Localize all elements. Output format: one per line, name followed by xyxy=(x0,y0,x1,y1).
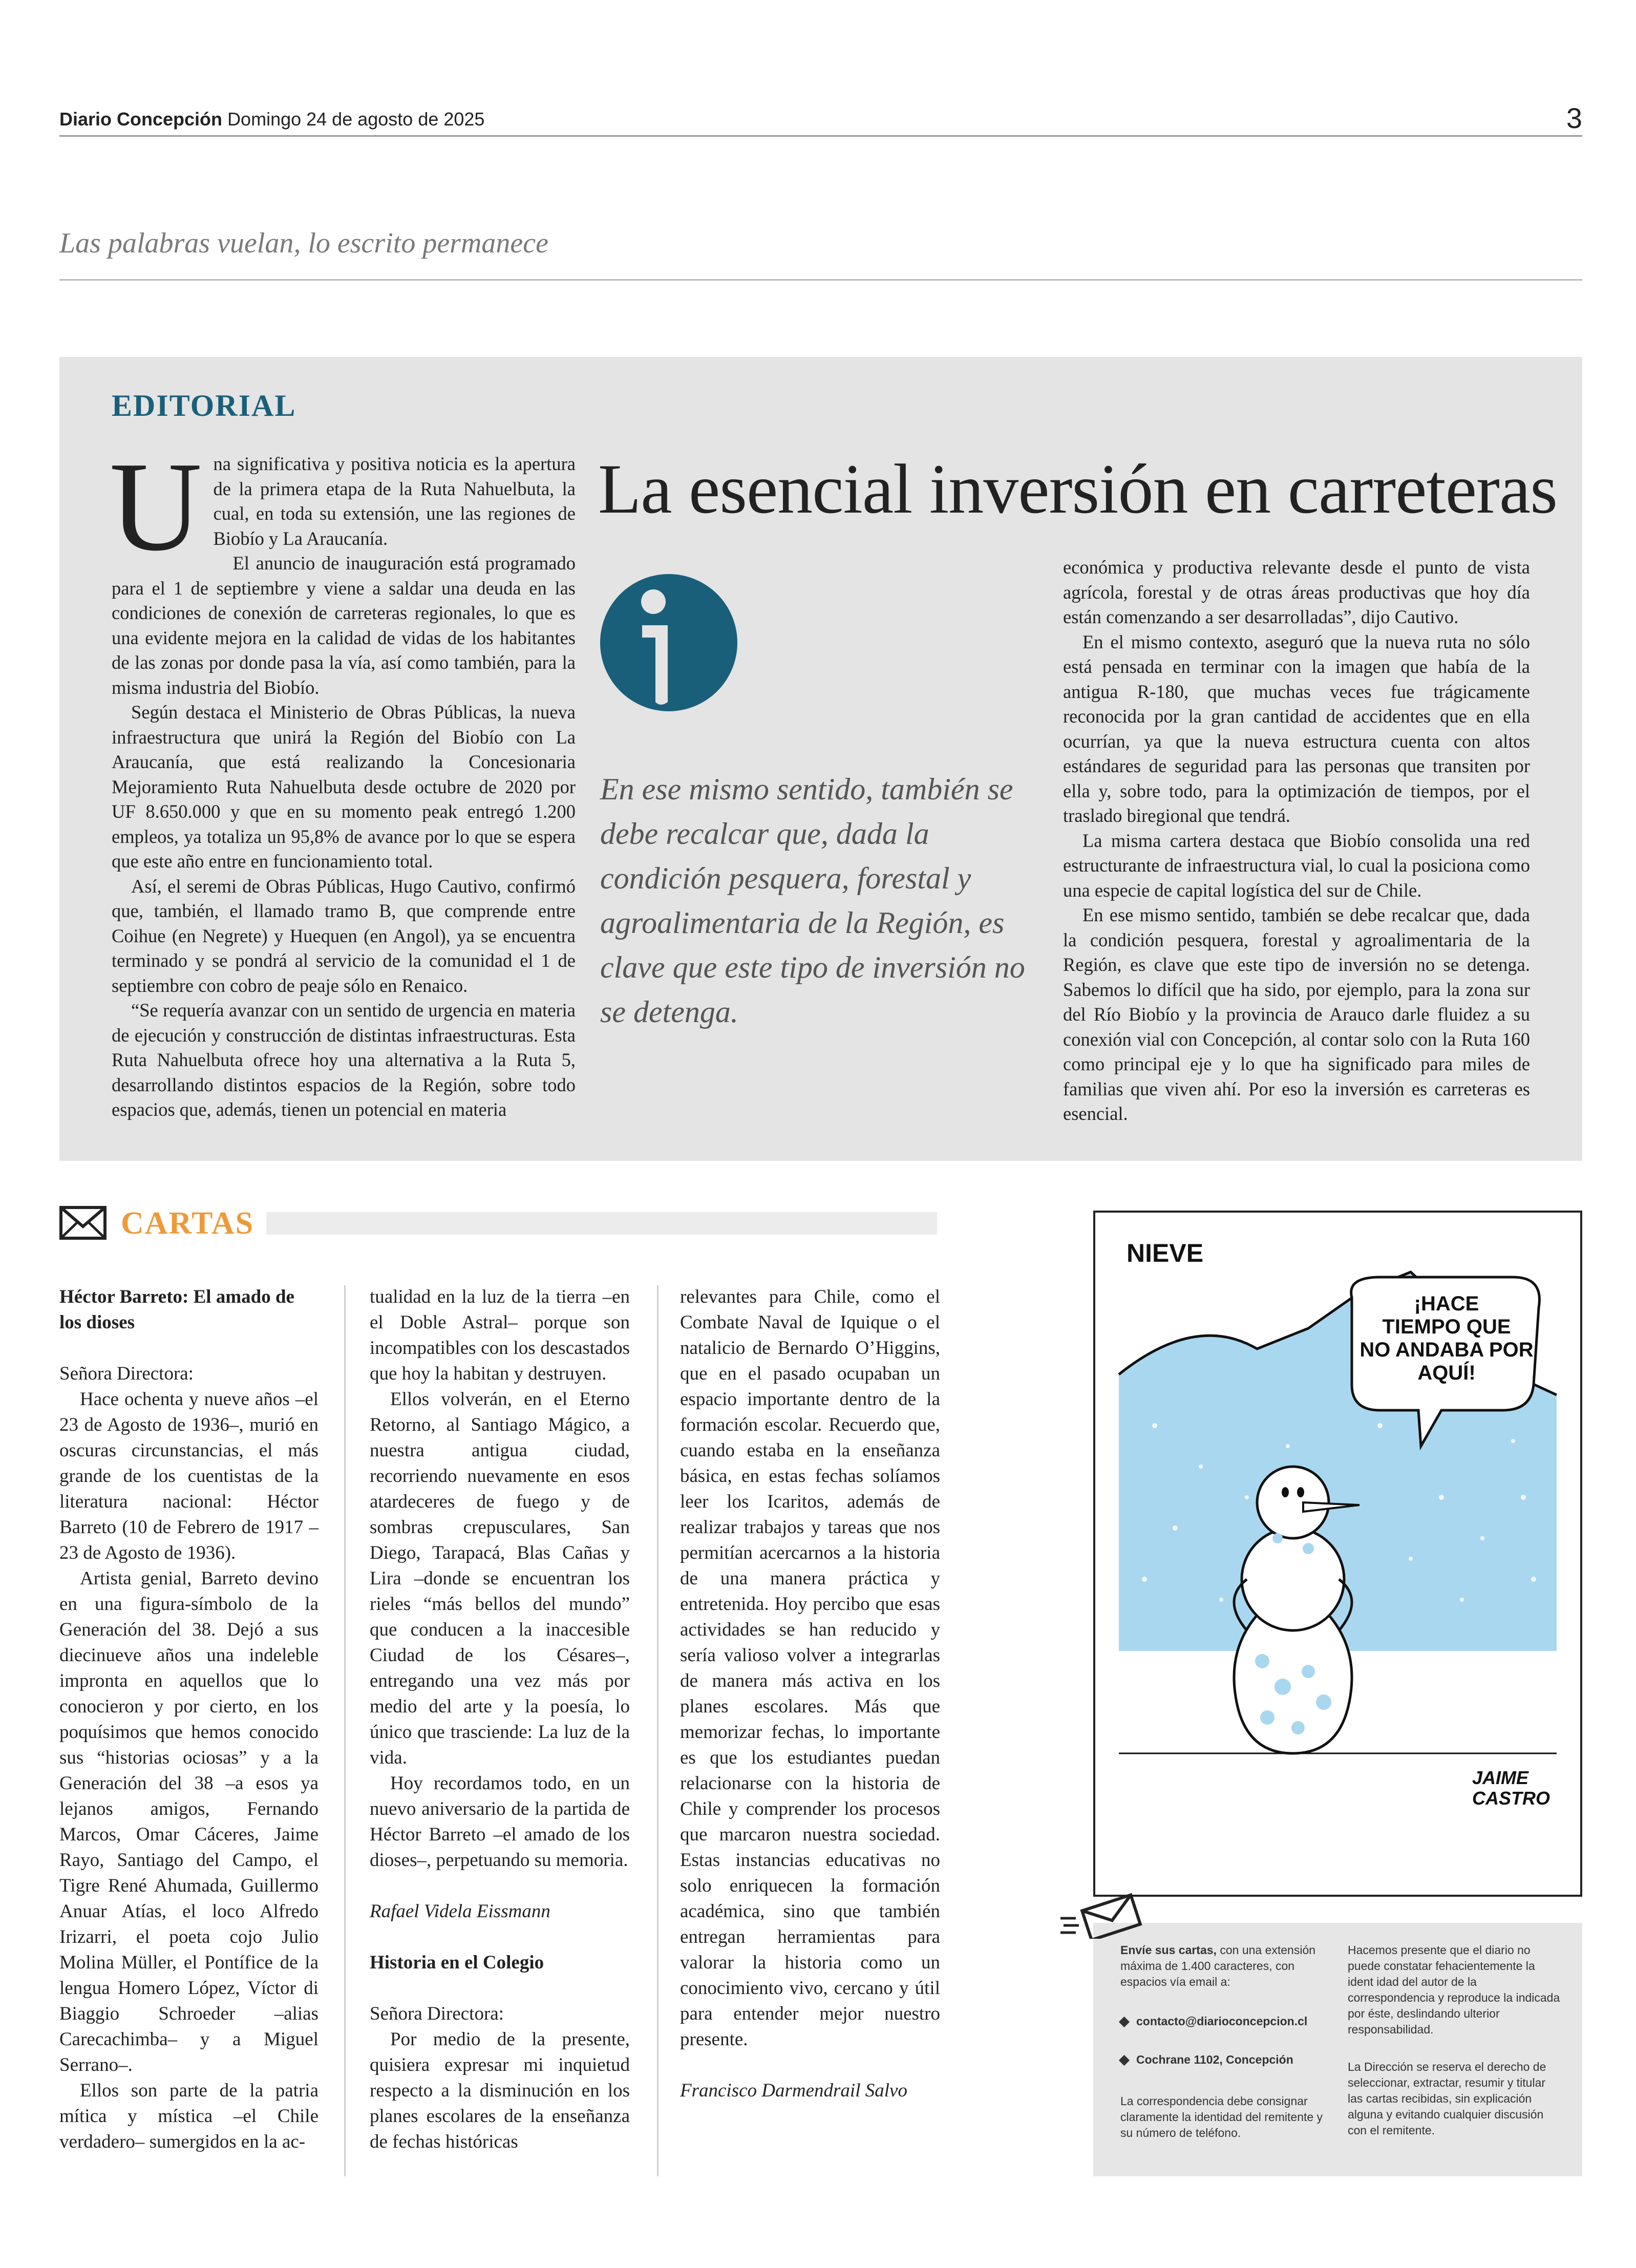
envelope-icon xyxy=(59,1206,107,1240)
editorial-paragraph: En el mismo contexto, aseguró que la nueva ruta no sólo está pensada en terminar con la imagen que había de la antigua R-180, que muchas veces fue trágicamente reconocida por la gran cantidad de accidentes que en ella ocurrían, ya que la nueva estructura cuenta con altos estándares de seguridad para las personas que transiten por ella y, sobre todo, para la optimización de tiempos, por el traslado biregional que tendrá. xyxy=(1063,631,1530,826)
cartas-column-3 xyxy=(680,1284,940,2104)
svg-text:JAIME: JAIME xyxy=(1472,1767,1529,1788)
editorial-column-3 xyxy=(1063,555,1530,1127)
editorial-paragraph: “Se requería avanzar con un sentido de urgencia en materia de ejecución y construcción de distintas infraestructuras. Esta Ruta Nahuelbuta ofrece hoy una alternativa a la Ruta 5, desarrollando distintos espacios de la Región, sobre todo espacios que, además, tienen un potencial en materia xyxy=(112,1000,576,1120)
editorial-label: EDITORIAL xyxy=(112,389,296,422)
svg-text:NO ANDABA POR: NO ANDABA POR xyxy=(1359,1339,1534,1361)
letter-paragraph: Hace ochenta y nueve años –el 23 de Agosto de 1936–, murió en oscuras circunstancias, el más grande de los cuentistas de la literatura nacional: Héctor Barreto (10 de Febrero de 1917 – 23 de Agosto de 1936). xyxy=(59,1389,318,1563)
correspondence-note: La correspondencia debe consignar claramente la identidad del remitente y su número de teléfono. xyxy=(1120,2094,1323,2139)
contact-email[interactable]: contacto@diarioconcepcion.cl xyxy=(1136,2015,1308,2028)
letter-paragraph: Ellos son parte de la patria mítica y mística –el Chile verdadero– sumergidos en la ac- xyxy=(59,2080,318,2152)
editorial-column-1 xyxy=(110,436,576,1122)
letter-paragraph: Ellos volverán, en el Eterno Retorno, al Santiago Mágico, a nuestra antigua ciudad, recorriendo nuevamente en esos atardeceres de fuego y de sombras crepusculares, San Diego, Tarapacá, Blas Cañas y Lira –donde se encuentran los rieles “más bellos del mundo” que conducen a la inaccesible Ciudad de los Césares–, entregando una vez más por medio del arte y la poesía, lo único que trasciende: La luz de la vida. xyxy=(370,1389,630,1768)
cartas-column-1 xyxy=(59,1284,318,2155)
svg-text:¡HACE: ¡HACE xyxy=(1414,1292,1479,1315)
editorial-paragraph: económica y productiva relevante desde el punto de vista agrícola, forestal y de otras áreas productivas que hoy día están comenzando a ser desarrolladas”, dijo Cautivo. xyxy=(1063,557,1530,627)
drop-cap: U xyxy=(110,436,202,578)
diamond-bullet-icon xyxy=(1119,2017,1130,2027)
letter-paragraph: relevantes para Chile, como el Combate Naval de Iquique o el natalicio de Bernardo O’Higgins, que en el pasado ocupaban un espacio importante dentro de la formación escolar. Recuerdo que, cuando estaba en la enseñanza básica, en estas fechas solíamos leer los Icaritos, además de realizar trabajos y tareas que nos permitían acercarnos a la historia de una manera práctica y entretenida. Hoy percibo que esas actividades se han reducido y sería valioso volver a integrarlas de manera más activa en los planes escolares. Más que memorizar fechas, lo importante es que los estudiantes puedan relacionarse con la historia de Chile y comprender los procesos que marcaron nuestra sociedad. Estas instancias educativas no solo enriquecen la formación académica, sino que también entregan herramientas para valorar la historia como un conocimiento vivo, cercano y útil para entender mejor nuestro presente. xyxy=(680,1286,940,2050)
cartas-bar xyxy=(266,1212,937,1235)
page-number: 3 xyxy=(1566,102,1582,134)
masthead-line xyxy=(59,109,484,130)
letter-title: Historia en el Colegio xyxy=(370,1952,544,1973)
editorial-paragraph: La misma cartera destaca que Biobío consolida una red estructurante de infraestructura vial, lo cual la posiciona como una especie de capital logística del sur de Chile. xyxy=(1063,830,1530,901)
section-motto: Las palabras vuelan, lo escrito permanece xyxy=(59,227,548,259)
send-letters-text: con una extensión máxima de 1.400 caracteres, con espacios vía email a: xyxy=(1120,1943,1316,1988)
send-letters-label: Envíe sus cartas, xyxy=(1120,1943,1217,1957)
editorial-paragraph: Así, el seremi de Obras Públicas, Hugo Cautivo, confirmó que, también, el llamado tramo B, que comprende entre Coihue (en Negrete) y Huequen (en Angol), ya se encuentra terminado y se pondrá al servicio de la comunidad el 1 de septiembre con cobro de peaje sólo en Renaico. xyxy=(112,875,576,996)
editorial-headline: La esencial inversión en carreteras xyxy=(598,450,1557,528)
diamond-bullet-icon xyxy=(1119,2055,1130,2066)
header-rule xyxy=(59,135,1582,137)
issue-date: Domingo 24 de agosto de 2025 xyxy=(227,109,485,130)
contact-address: Cochrane 1102, Concepción xyxy=(1136,2053,1293,2066)
disclaimer-identity: Hacemos presente que el diario no puede constatar fehacientemente la ident idad del autor de la correspondencia y reproduce la indicada por éste, deslindando ulterior responsabilidad. xyxy=(1348,1943,1560,2036)
pull-quote: En ese mismo sentido, también se debe recalcar que, dada la condición pesquera, forestal y agroalimentaria de la Región, es clave que este tipo de inversión no se detenga. xyxy=(600,772,1025,1029)
newspaper-name: Diario Concepción xyxy=(59,109,223,130)
column-rule xyxy=(657,1285,658,2176)
disclaimer-editing: La Dirección se reserva el derecho de seleccionar, extractar, resumir y titular las cartas recibidas, sin explicación alguna y evitando cualquier discusión con el remitente. xyxy=(1348,2060,1546,2137)
svg-text:TIEMPO QUE: TIEMPO QUE xyxy=(1382,1316,1511,1338)
cartas-label: CARTAS xyxy=(121,1206,254,1241)
letter-paragraph: Por medio de la presente, quisiera expresar mi inquietud respecto a la disminución en los planes escolares de la enseñanza de fechas históricas xyxy=(370,2029,630,2152)
info-right-column xyxy=(1348,1942,1563,2138)
column-rule xyxy=(344,1285,346,2176)
letter-title: Héctor Barreto: El amado de los dioses xyxy=(59,1286,294,1333)
letter-salutation: Señora Directora: xyxy=(59,1363,194,1384)
cartoon-illustration xyxy=(1093,1211,1582,1897)
svg-text:AQUÍ!: AQUÍ! xyxy=(1417,1362,1476,1384)
letter-salutation: Señora Directora: xyxy=(370,2003,504,2024)
cartoon-title: NIEVE xyxy=(1127,1239,1204,1267)
letter-paragraph: Hoy recordamos todo, en un nuevo aniversario de la partida de Héctor Barreto –el amado de los dioses–, perpetuando su memoria. xyxy=(370,1773,630,1871)
letter-signature: Francisco Darmendrail Salvo xyxy=(680,2080,907,2101)
editorial-paragraph: El anuncio de inauguración está programado para el 1 de septiembre y viene a saldar una deuda en las condiciones de conexión de carreteras regionales, lo que es una evidente mejora en la calidad de vidas de los habitantes de las zonas por donde pasa la vía, así como también, para la misma industria del Biobío. xyxy=(112,553,576,698)
cartas-column-2 xyxy=(370,1284,630,2155)
editorial-paragraph: na significativa y positiva noticia es la apertura de la primera etapa de la Ruta Nahuelbuta, la cual, en toda su extensión, une las regiones de Biobío y La Araucanía. xyxy=(213,453,576,549)
letter-paragraph: Artista genial, Barreto devino en una figura-símbolo de la Generación del 38. Dejó a sus diecinueve años una indeleble impronta en aquellos que lo conocieron y por cierto, en los poquísimos que hemos conocido sus “historias ociosas” y a la Generación del 38 –a esos ya lejanos amigos, Fernando Marcos, Omar Cáceres, Jaime Rayo, Santiago del Campo, el Tigre René Ahumada, Guillermo Anuar Atías, el loco Alfredo Irizarri, el poeta cojo Julio Molina Müller, el Pontífice de la lengua Homero López, Víctor di Biaggio Schroeder –alias Carecachimba– y a Miguel Serrano–. xyxy=(59,1568,318,2075)
info-icon xyxy=(600,574,737,711)
editorial-paragraph: Según destaca el Ministerio de Obras Públicas, la nueva infraestructura que unirá la Región del Biobío con La Araucanía, que está realizando la Concesionaria Mejoramiento Ruta Nahuelbuta desde octubre de 2020 por UF 8.650.000 y que en su momento peak entregó 1.200 empleos, ya totaliza un 95,8% de avance por lo que se espera que este año entre en funcionamiento total. xyxy=(112,702,576,872)
svg-text:CASTRO: CASTRO xyxy=(1472,1788,1550,1809)
letter-paragraph: tualidad en la luz de la tierra –en el Doble Astral– porque son incompatibles con los descastados que hoy la habitan y destruyen. xyxy=(370,1286,630,1384)
info-left-column xyxy=(1120,1942,1335,2141)
flying-envelope-icon xyxy=(1060,1893,1142,1939)
letter-signature: Rafael Videla Eissmann xyxy=(370,1901,550,1922)
motto-rule xyxy=(59,279,1582,281)
editorial-paragraph: En ese mismo sentido, también se debe recalcar que, dada la condición pesquera, forestal y agroalimentaria de la Región, es clave que este tipo de inversión no se detenga. Sabemos lo difícil que ha sido, por ejemplo, para la zona sur del Río Biobío y la provincia de Arauco darle fluidez a su conexión vial con Concepción, al contar solo con la Ruta 160 como principal eje y lo que ha significado para miles de familias que viven ahí. Por eso la inversión es carreteras es esencial. xyxy=(1063,904,1530,1124)
